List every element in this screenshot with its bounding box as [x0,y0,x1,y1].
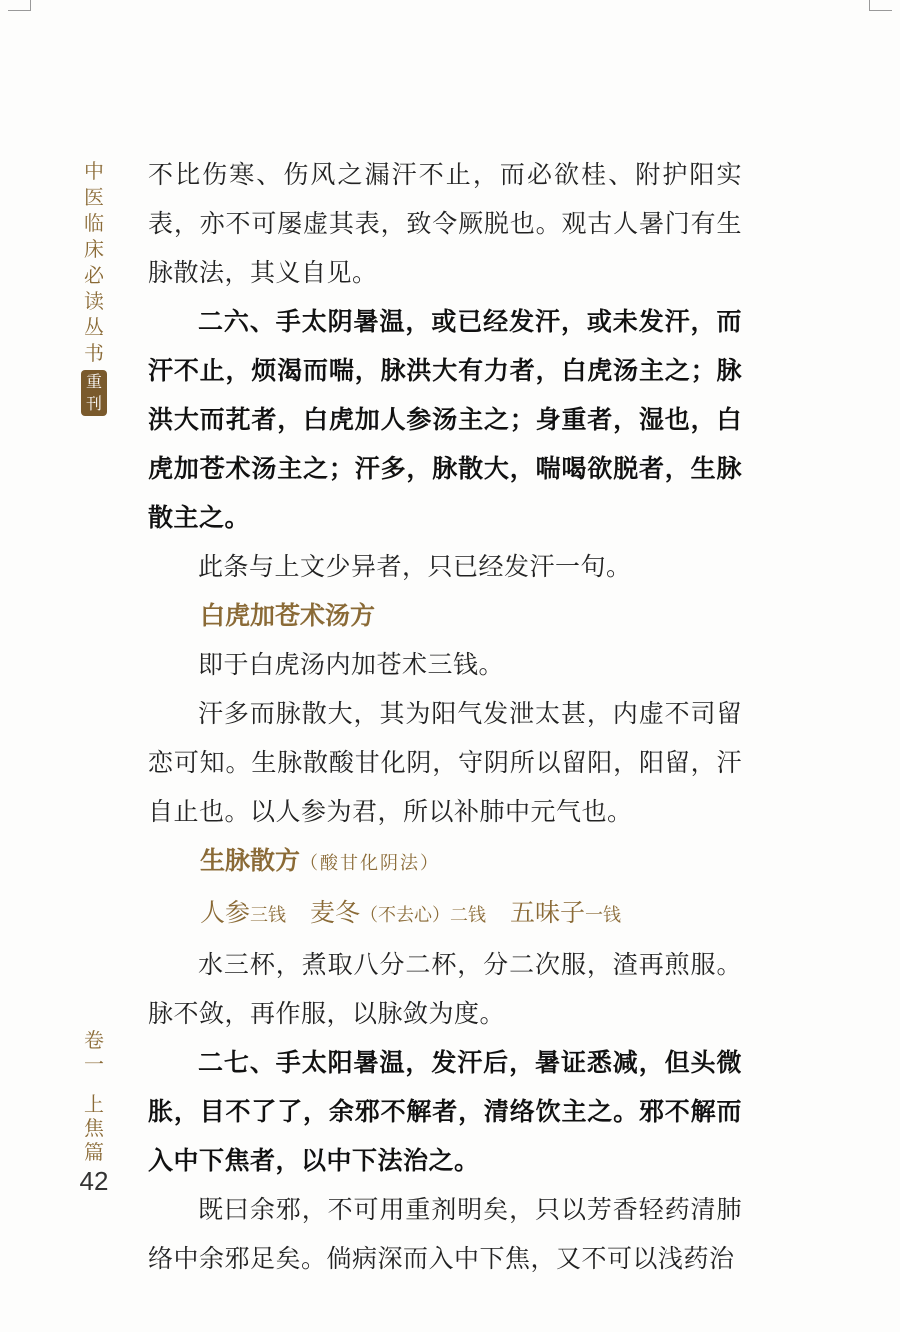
page-number: 42 [79,1166,109,1196]
herb-name: 麦冬 [310,898,361,927]
series-char: 医 [84,185,104,209]
series-char: 读 [84,289,104,313]
volume-label-vertical [80,1028,108,1164]
paragraph-continued: 不比伤寒、伤风之漏汗不止，而必欲桂、附护阳实表，亦不可屡虚其表，致令厥脱也。观古人暑门有生脉散法，其义自见。 [148,160,742,287]
crop-mark-left [8,0,31,11]
series-char: 临 [84,211,104,235]
herb-dose: 一钱 [585,905,622,926]
volume-char: 一 [84,1052,104,1076]
formula-title: 生脉散方 [200,846,301,875]
formula-title: 白虎加苍术汤方 [200,601,376,630]
clause-27: 二七、手太阳暑温，发汗后，暑证悉减，但头微胀，目不了了，余邪不解者，清络饮主之。邪不解而入中下焦者，以中下法治之。 [148,1048,742,1175]
seal-char: 重 [85,372,102,391]
series-char: 书 [84,341,104,365]
series-char: 必 [84,263,104,287]
section-char: 篇 [84,1140,104,1164]
reprint-seal [81,370,107,416]
crop-mark-right [869,0,892,11]
commentary-paragraph: 此条与上文少异者，只已经发汗一句。 [198,552,632,581]
formula-heading-shengmai [148,836,742,888]
section-char: 上 [84,1092,104,1116]
series-char: 中 [84,159,104,183]
herb-name: 人参 [200,898,251,927]
series-title-vertical [80,158,108,416]
herb-list [148,888,742,940]
series-char: 床 [84,237,104,261]
volume-char: 卷 [84,1028,104,1052]
formula-instruction: 即于白虎汤内加苍术三钱。 [198,650,505,679]
formula-method-note: （酸甘化阴法） [300,853,441,874]
commentary-paragraph: 汗多而脉散大，其为阳气发泄太甚，内虚不司留恋可知。生脉散酸甘化阴，守阴所以留阳，阳留，汗自止也。以人参为君，所以补肺中元气也。 [148,699,742,826]
herb-note: （不去心） [360,905,451,926]
preparation-paragraph: 水三杯，煮取八分二杯，分二次服，渣再煎服。脉不敛，再作服，以脉敛为度。 [148,950,742,1028]
seal-char: 刊 [85,394,102,413]
main-text [148,150,742,1283]
clause-26: 二六、手太阴暑温，或已经发汗，或未发汗，而汗不止，烦渴而喘，脉洪大有力者，白虎汤主之；脉洪大而芤者，白虎加人参汤主之；身重者，湿也，白虎加苍术汤主之；汗多，脉散大，喘喝欲脱者，生脉散主之。 [148,307,742,532]
formula-heading-baihu-cangzhu [148,591,742,640]
section-char: 焦 [84,1116,104,1140]
series-char: 丛 [84,315,104,339]
herb-name: 五味子 [510,898,586,927]
herb-dose: 二钱 [450,905,487,926]
herb-dose: 三钱 [250,905,287,926]
commentary-paragraph: 既曰余邪，不可用重剂明矣，只以芳香轻药清肺络中余邪足矣。倘病深而入中下焦，又不可以浅药治 [148,1195,742,1273]
